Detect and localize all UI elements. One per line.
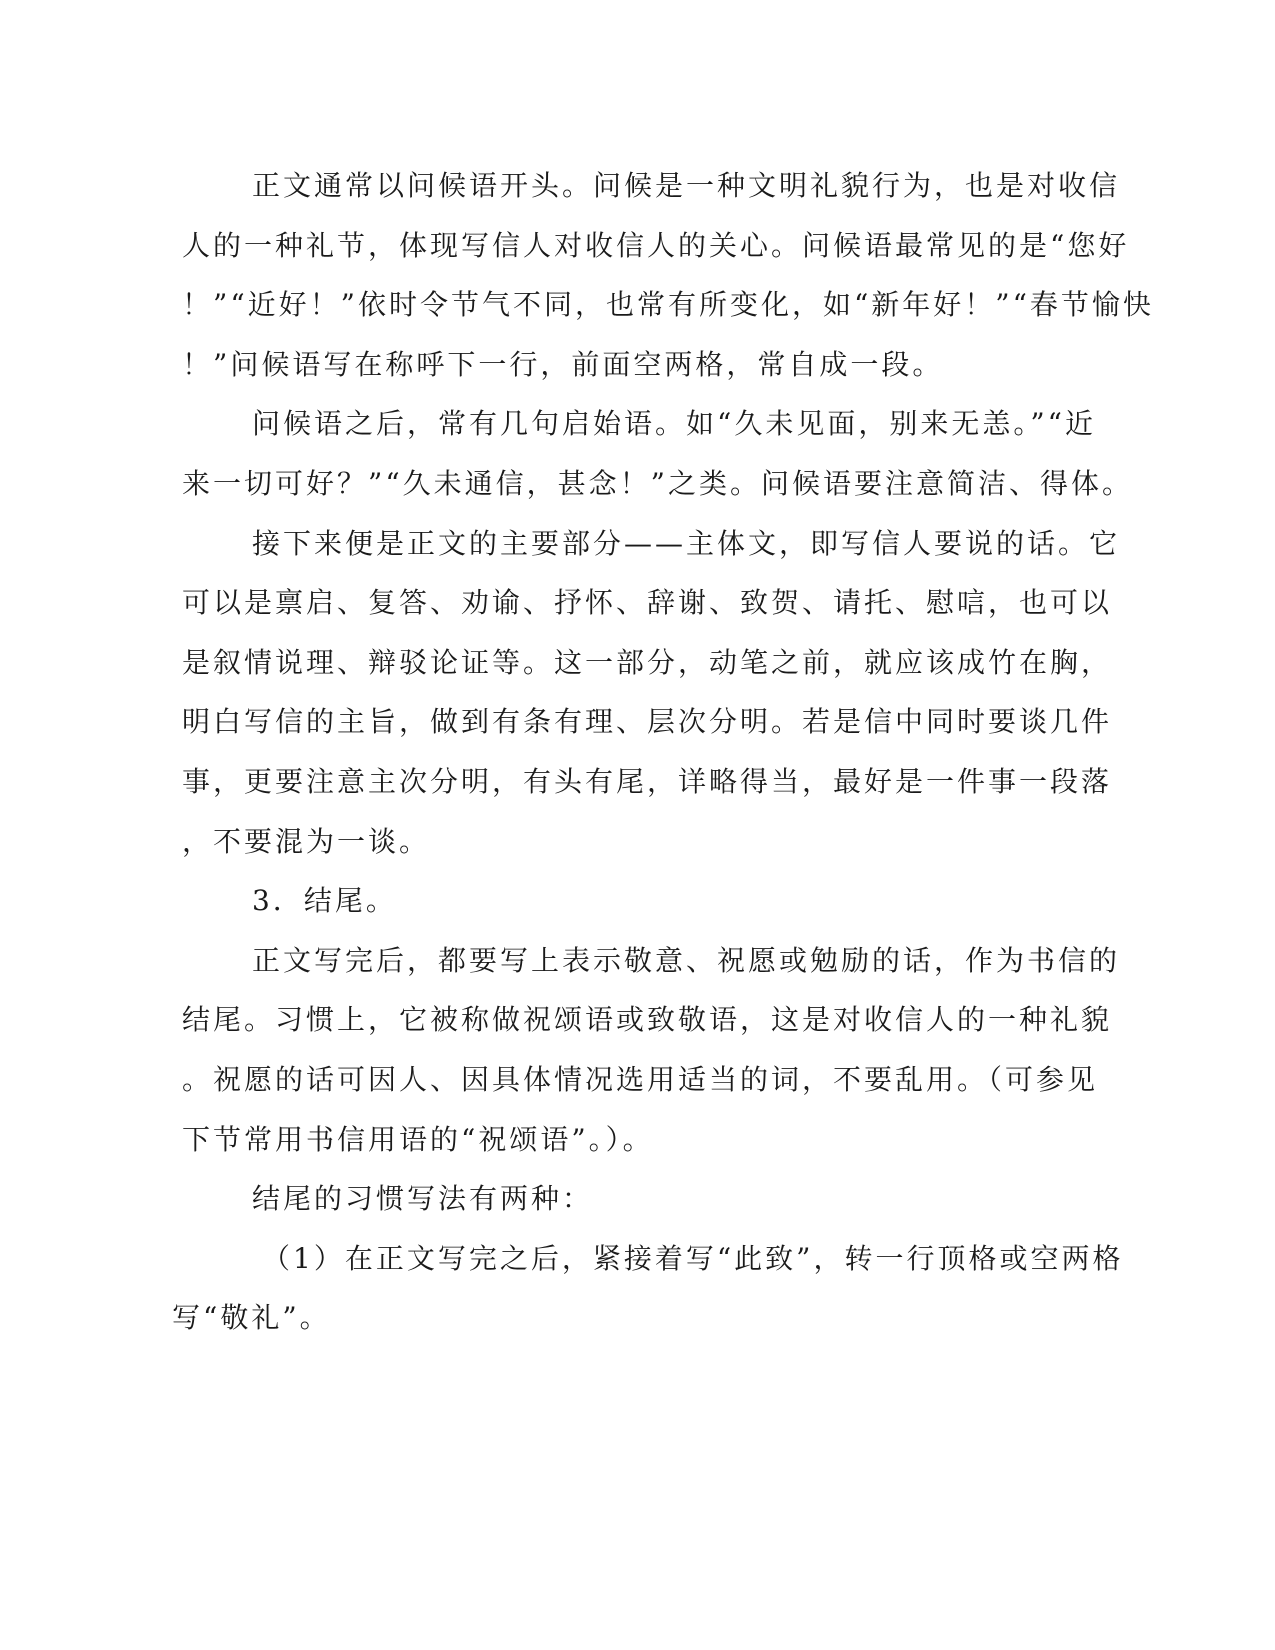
document-body xyxy=(172,156,1154,1348)
text-line: 明白写信的主旨，做到有条有理、层次分明。若是信中同时要谈几件 xyxy=(182,705,1113,739)
text-line: 是叙情说理、辩驳论证等。这一部分，动笔之前，就应该成竹在胸， xyxy=(182,645,1113,679)
text-line: ！”问候语写在称呼下一行，前面空两格，常自成一段。 xyxy=(182,347,944,381)
text-line: 人的一种礼节，体现写信人对收信人的关心。问候语最常见的是“您好 xyxy=(182,228,1130,262)
text-line: 结尾的习惯写法有两种： xyxy=(252,1182,594,1216)
text-line: 接下来便是正文的主要部分——主体文，即写信人要说的话。它 xyxy=(252,526,1121,560)
text-line: ，不要混为一谈。 xyxy=(182,824,431,858)
text-line: 。祝愿的话可因人、因具体情况选用适当的词，不要乱用。（可参见 xyxy=(182,1062,1099,1096)
text-line: 下节常用书信用语的“祝颂语”。）。 xyxy=(182,1122,654,1156)
text-line: 事，更要注意主次分明，有头有尾，详略得当，最好是一件事一段落 xyxy=(182,764,1113,798)
text-line: 写“敬礼”。 xyxy=(172,1301,331,1335)
text-line: 问候语之后，常有几句启始语。如“久未见面，别来无恙。”“近 xyxy=(252,407,1096,441)
text-line: 正文写完后，都要写上表示敬意、祝愿或勉励的话，作为书信的 xyxy=(252,943,1121,977)
list-item: （1）在正文写完之后，紧接着写“此致”，转一行顶格或空两格 xyxy=(262,1241,1124,1275)
text-line: 正文通常以问候语开头。问候是一种文明礼貌行为，也是对收信 xyxy=(252,169,1121,202)
text-line: ！”“近好！”依时令节气不同，也常有所变化，如“新年好！”“春节愉快 xyxy=(182,288,1154,322)
text-line: 来一切可好？”“久未通信，甚念！”之类。问候语要注意简洁、得体。 xyxy=(182,466,1133,500)
section-heading: 3．结尾。 xyxy=(252,884,397,918)
text-line: 结尾。习惯上，它被称做祝颂语或致敬语，这是对收信人的一种礼貌 xyxy=(182,1003,1113,1037)
text-line: 可以是禀启、复答、劝谕、抒怀、辞谢、致贺、请托、慰唁，也可以 xyxy=(182,586,1113,620)
